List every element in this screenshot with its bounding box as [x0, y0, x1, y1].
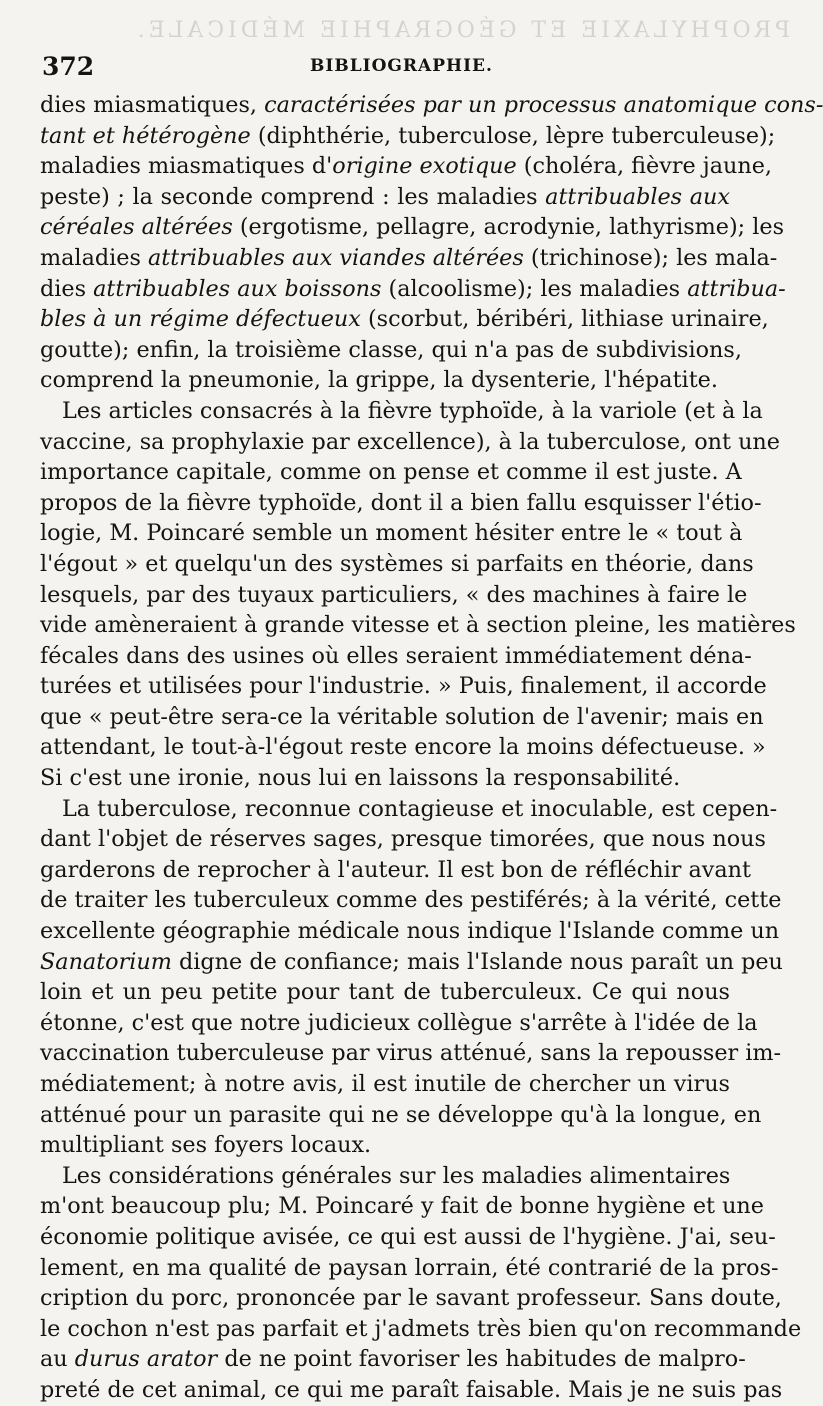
text-span: goutte); enfin, la troisième classe, qui n'a pas de subdivisions, [40, 336, 742, 363]
text-line [40, 121, 776, 152]
text-span: l'égout » et quelqu'un des systèmes si parfaits en théorie, dans [40, 550, 754, 577]
text-line [40, 1100, 762, 1131]
italic-span: bles à un régime défectueux [40, 306, 361, 333]
italic-span: caractérisées par un processus anatomique cons- [264, 92, 823, 118]
page-header [42, 52, 728, 86]
text-span: importance capitale, comme on pense et comme il est juste. A [40, 459, 742, 486]
text-span: dies miasmatiques, [40, 92, 265, 118]
text-span: (alcoolisme); les maladies [381, 275, 688, 302]
text-line [40, 855, 751, 886]
text-span: maladies miasmatiques d' [40, 153, 333, 180]
text-span: vide amèneraient à grande vitesse et à section pleine, les matières [40, 612, 796, 639]
text-span: digne de confiance; mais l'Islande nous paraît un peu [171, 948, 783, 975]
text-line [40, 580, 748, 611]
italic-span: attribua- [687, 275, 786, 302]
text-span: Les articles consacrés à la fièvre typhoïde, à la variole (et à la [62, 397, 763, 424]
text-line [40, 1253, 779, 1284]
text-line [40, 1069, 730, 1100]
italic-span: tant et hétérogène [40, 122, 251, 149]
text-line [40, 335, 742, 366]
text-line [40, 90, 823, 121]
text-span: La tuberculose, reconnue contagieuse et inoculable, est cepen- [62, 795, 778, 822]
text-line [40, 365, 730, 396]
text-span: (choléra, fièvre jaune, [516, 153, 772, 180]
italic-span: origine exotique [332, 153, 517, 180]
text-span: excellente géographie médicale nous indique l'Islande comme un [40, 918, 780, 945]
text-line [40, 274, 786, 305]
text-line [40, 824, 766, 855]
text-span: preté de cet animal, ce qui me paraît faisable. Mais je ne suis pas [40, 1376, 783, 1403]
text-line [40, 518, 743, 549]
page-number: 372 [42, 52, 95, 81]
italic-span: attribuables aux boissons [93, 275, 382, 302]
text-span: vaccination tuberculeuse par virus atténué, sans la repousser im- [40, 1040, 782, 1067]
text-line [40, 885, 782, 916]
text-span: loin et un peu petite pour tant de tuberculeux. Ce qui nous [40, 979, 730, 1006]
text-span: dant l'objet de réserves sages, presque timorées, que nous nous [40, 826, 766, 853]
text-line [40, 794, 778, 825]
text-span: Les considérations générales sur les maladies alimentaires [62, 1162, 731, 1189]
text-line [40, 1161, 730, 1192]
text-line [40, 427, 780, 458]
text-span: vaccine, sa prophylaxie par excellence), à la tuberculose, ont une [40, 428, 780, 455]
text-line [40, 610, 796, 641]
text-line [40, 457, 742, 488]
text-span: attendant, le tout-à-l'égout reste encore la moins défectueuse. » [40, 734, 766, 761]
text-line [40, 396, 763, 427]
text-line [40, 1130, 730, 1161]
text-span: multipliant ses foyers locaux. [40, 1132, 372, 1159]
text-line [40, 1222, 776, 1253]
text-line [40, 1375, 783, 1406]
text-line [40, 488, 762, 519]
text-line [40, 151, 772, 182]
text-line [40, 732, 766, 763]
text-line [40, 1314, 802, 1345]
text-span: cription du porc, prononcée par le savant professeur. Sans doute, [40, 1285, 782, 1312]
text-line [40, 702, 764, 733]
italic-span: durus arator [74, 1346, 218, 1373]
italic-span: céréales altérées [40, 214, 233, 241]
text-span: médiatement; à notre avis, il est inutile de chercher un virus [40, 1071, 730, 1097]
text-line [40, 671, 767, 702]
text-line [40, 212, 785, 243]
text-span: au [40, 1346, 75, 1373]
text-span: étonne, c'est que notre judicieux collègue s'arrête à l'idée de la [40, 1009, 758, 1036]
text-span: que « peut-être sera-ce la véritable solution de l'avenir; mais en [40, 703, 764, 730]
text-span: lement, en ma qualité de paysan lorrain, été contrarié de la pros- [40, 1254, 779, 1281]
text-span: le cochon n'est pas parfait et j'admets très bien qu'on recommande [40, 1315, 802, 1342]
body-text [40, 90, 823, 1406]
text-span: logie, M. Poincaré semble un moment hésiter entre le « tout à [40, 520, 743, 547]
text-line [40, 977, 730, 1008]
text-span: atténué pour un parasite qui ne se développe qu'à la longue, en [40, 1101, 762, 1128]
italic-span: attribuables aux viandes altérées [148, 244, 524, 271]
text-span: maladies [40, 244, 148, 271]
bleed-through-text: PROPHYLAXIE ET GÉOGRAPHIE MÉDICALE. [133, 18, 790, 43]
text-span: dies [40, 275, 94, 302]
running-head: BIBLIOGRAPHIE. [310, 56, 493, 76]
text-line [40, 182, 730, 213]
text-span: Si c'est une ironie, nous lui en laissons la responsabilité. [40, 765, 681, 792]
italic-span: attribuables aux [545, 183, 730, 210]
text-line [40, 641, 752, 672]
text-span: propos de la fièvre typhoïde, dont il a bien fallu esquisser l'étio- [40, 489, 762, 516]
text-span: de ne point favoriser les habitudes de malpro- [217, 1346, 746, 1373]
text-span: économie politique avisée, ce qui est aussi de l'hygiène. J'ai, seu- [40, 1223, 776, 1250]
text-span: m'ont beaucoup plu; M. Poincaré y fait de bonne hygiène et une [40, 1193, 764, 1220]
text-line [40, 916, 780, 947]
text-span: turées et utilisées pour l'industrie. » Puis, finalement, il accorde [40, 673, 767, 700]
text-line [40, 1344, 746, 1375]
text-span: (scorbut, béribéri, lithiase urinaire, [360, 306, 769, 333]
text-span: peste) ; la seconde comprend : les maladies [40, 183, 546, 210]
text-span: fécales dans des usines où elles seraient immédiatement déna- [40, 642, 752, 669]
text-line [40, 1008, 758, 1039]
text-span: garderons de reprocher à l'auteur. Il est bon de réfléchir avant [40, 856, 751, 883]
italic-span: Sanatorium [40, 948, 172, 975]
text-line [40, 947, 783, 978]
text-span: (trichinose); les mala- [523, 244, 778, 271]
text-line [40, 549, 754, 580]
text-span: (ergotisme, pellagre, acrodynie, lathyrisme); les [232, 214, 785, 241]
text-span: lesquels, par des tuyaux particuliers, « des machines à faire le [40, 581, 748, 608]
text-line [40, 1283, 782, 1314]
text-line [40, 1191, 764, 1222]
text-span: de traiter les tuberculeux comme des pestiférés; à la vérité, cette [40, 887, 782, 914]
text-span: comprend la pneumonie, la grippe, la dysenterie, l'hépatite. [40, 367, 718, 394]
text-line [40, 1038, 782, 1069]
text-span: (diphthérie, tuberculose, lèpre tuberculeuse); [250, 122, 776, 149]
text-line [40, 763, 730, 794]
text-line [40, 243, 778, 274]
text-line [40, 304, 769, 335]
